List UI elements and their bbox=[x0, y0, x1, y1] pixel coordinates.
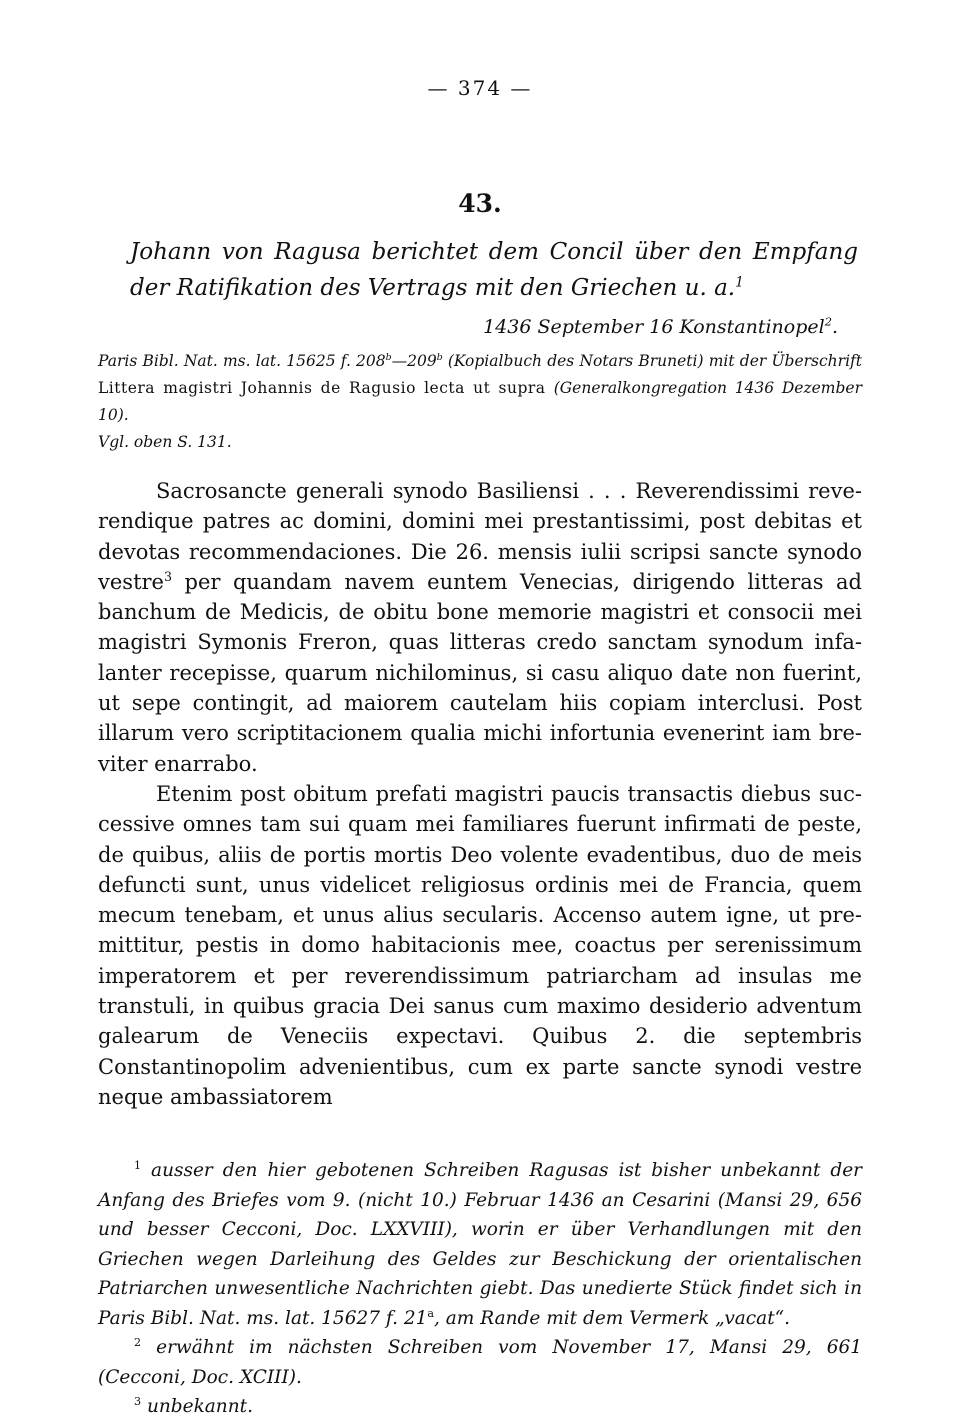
paragraph-1-a: Sacrosancte generali synodo Basiliensi . . . Reverendissimi reverendique patres ac domini, domini mei prestantissimi, post debitas et devotas recommendaciones. Die 26. mensis iulii scripsi sancte synodo vestre bbox=[98, 479, 862, 594]
footnote-ref-2[interactable]: 2 bbox=[824, 314, 832, 329]
footnote-ref-3[interactable]: 3 bbox=[163, 568, 172, 584]
footnote-3-text: unbekannt. bbox=[141, 1396, 253, 1418]
footnote-mark-3: 3 bbox=[134, 1395, 142, 1409]
source-congregation: (Generalkongregation 1436 Dezember 10). bbox=[98, 379, 862, 424]
source-folio-b2: b bbox=[436, 351, 443, 363]
footnote-1-text: ausser den hier gebotenen Schreiben Ragusas ist bisher unbekannt der Anfang des Briefes vom 9. (nicht 10.) Februar 1436 an Cesarini (Mansi 29, 656 und besser Cecconi, Doc. LXXVIII), worin er über Verhandlungen mit den Griechen wegen Darleihung des Geldes zur Beschickung der orientalischen Patriarchen unwesentliche Nachrichten giebt. Das unedierte Stück findet sich in Paris Bibl. Nat. ms. lat. 15627 f. 21 bbox=[98, 1160, 862, 1329]
source-manuscript: Paris Bibl. Nat. ms. lat. 15625 f. 208 bbox=[98, 352, 386, 370]
source-crossref: Vgl. oben S. 131. bbox=[98, 433, 232, 451]
document-title-text: Johann von Ragusa berichtet dem Concil über den Empfang der Ratifikation des Vertrags mit den Griechen u. a. bbox=[130, 239, 858, 301]
footnote-1-folio-sup: a bbox=[427, 1306, 435, 1320]
footnote-1 bbox=[98, 1156, 862, 1333]
footnote-1-tail: , am Rande mit dem Vermerk „vacat“. bbox=[434, 1307, 790, 1329]
dateline-text: 1436 September 16 Konstantinopel bbox=[483, 316, 825, 338]
footnote-2-text: erwähnt im nächsten Schreiben vom November 17, Mansi 29, 661 (Cecconi, Doc. XCIII). bbox=[98, 1337, 862, 1388]
page-number: — 374 — bbox=[427, 76, 533, 100]
footnotes bbox=[98, 1156, 862, 1422]
footnote-2 bbox=[98, 1333, 862, 1392]
footnote-mark-2: 2 bbox=[134, 1336, 142, 1350]
document-number: 43. bbox=[458, 189, 502, 218]
source-note bbox=[98, 348, 862, 456]
footnote-mark-1: 1 bbox=[134, 1159, 142, 1173]
source-folio-b1: b bbox=[385, 351, 392, 363]
source-folio-range: —209 bbox=[391, 352, 437, 370]
source-latin-heading: Littera magistri Johannis de Ragusio lecta ut supra bbox=[98, 379, 554, 397]
dateline: 1436 September 16 Konstantinopel$^2$. bbox=[483, 314, 838, 338]
paragraph-2: Etenim post obitum prefati magistri paucis transactis diebus successive omnes tam sui quam mei familiares fuerunt infirmati de peste, de quibus, aliis de portis mortis Deo volente evadentibus, duo de meis defuncti sunt, unus videlicet religiosus ordinis mei de Francia, quem mecum tenebam, et unus alius secularis. Accenso autem igne, ut premittitur, pestis in domo habitacionis mee, coactus per serenissimum imperatorem et per reverendissimum patriarcham ad insulas me transtuli, in quibus gracia Dei sanus cum maximo desiderio adventum galearum de Veneciis expectavi. Quibus 2. die septembris Constantinopolim advenientibus, cum ex parte sancte synodi vestre neque ambassiatorem bbox=[98, 781, 862, 1109]
page bbox=[98, 70, 862, 1422]
letter-body bbox=[98, 476, 862, 1112]
document-title bbox=[98, 234, 862, 306]
footnote-3 bbox=[98, 1392, 862, 1422]
paragraph-1 bbox=[98, 476, 862, 779]
footnote-ref-1[interactable]: 1 bbox=[735, 274, 744, 291]
source-description: (Kopialbuch des Notars Bruneti) mit der Überschrift bbox=[442, 352, 862, 370]
paragraph-1-b: per quandam navem euntem Venecias, dirigendo litteras ad banchum de Medicis, de obitu bone memorie magistri et consocii mei magistri Symonis Freron, quas litteras credo sanctam synodum infalanter recepisse, quarum nichilominus, si casu aliquo date non fuerint, ut sepe contingit, ad maiorem cautelam hiis copiam interclusi. Post illarum vero scriptitacionem qualia michi infortunia evenerint iam breviter enarrabo. bbox=[98, 569, 862, 776]
